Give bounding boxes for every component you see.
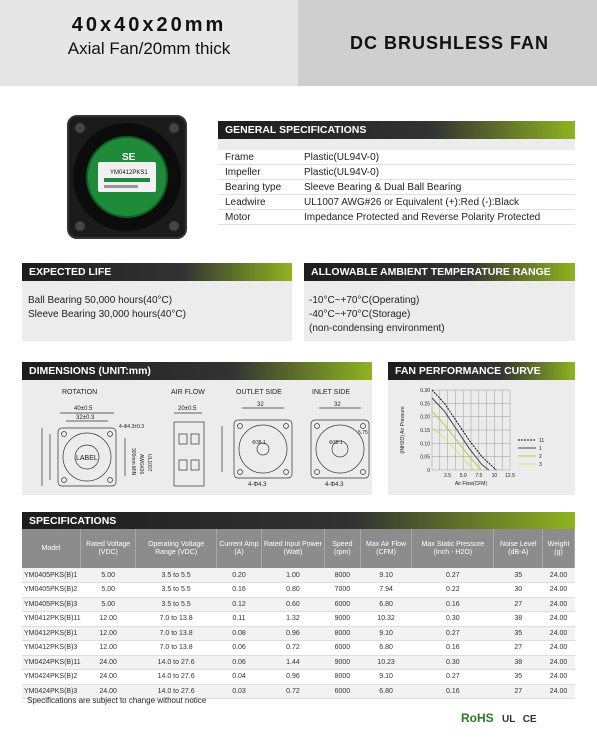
table-cell: 12.00	[81, 612, 136, 627]
dim-32: 32±0.3	[76, 415, 95, 421]
table-cell: 0.30	[412, 612, 494, 627]
performance-chart	[390, 382, 575, 492]
table-cell: 0.11	[217, 612, 262, 627]
view-rotation: ROTATION	[62, 389, 98, 396]
temp-range-header: ALLOWABLE AMBIENT TEMPERATURE RANGE	[304, 263, 575, 281]
table-cell: 6.80	[360, 684, 411, 699]
table-cell: YM0405PKS(B)1	[22, 568, 81, 583]
table-cell: 7.0 to 13.8	[136, 612, 217, 627]
table-cell: 24.00	[81, 655, 136, 670]
table-cell: 10.32	[360, 612, 411, 627]
general-specs-header: GENERAL SPECIFICATIONS	[218, 121, 575, 139]
table-cell: 24.00	[81, 670, 136, 685]
table-cell: 0.27	[412, 670, 494, 685]
size-title: 40x40x20mm	[71, 14, 227, 36]
table-cell: 24.00	[543, 684, 575, 699]
table-cell: 14.0 to 27.6	[136, 670, 217, 685]
table-cell: 35	[494, 568, 543, 583]
table-cell: 24.00	[543, 597, 575, 612]
legend-label: 11	[539, 438, 545, 444]
spec-row-leadwire: Leadwire UL1007 AWG#26 or Equivalent (+):Red (-):Black	[218, 195, 575, 210]
y-axis-label: (INH2O) Air Pressure	[400, 406, 406, 454]
table-cell: 0.12	[217, 597, 262, 612]
table-cell: 6.80	[360, 597, 411, 612]
dim-inlet-holes: 4-Φ4.3	[325, 482, 344, 488]
table-cell: 27	[494, 684, 543, 699]
table-cell: 6000	[324, 641, 360, 656]
dim-outlet-holes: 4-Φ4.3	[248, 482, 267, 488]
dim-outlet-dia: Φ38.1	[252, 440, 266, 446]
table-cell: 5.00	[81, 597, 136, 612]
series-line-3	[432, 427, 474, 470]
legend-label: 1	[539, 446, 542, 452]
header-left	[0, 0, 298, 86]
specifications-table	[22, 529, 575, 699]
spec-col-header: Weight (g)	[543, 529, 575, 568]
table-cell: 6000	[324, 684, 360, 699]
spec-row-frame: Frame Plastic(UL94V-0)	[218, 150, 575, 165]
table-cell: 24.00	[543, 641, 575, 656]
cert-logos	[461, 711, 537, 725]
temp-range-text: -10°C~+70°C(Operating) -40°C~+70°C(Storage) (non-condensing environment)	[309, 295, 445, 334]
table-cell: 5.00	[81, 568, 136, 583]
table-cell: 7.0 to 13.8	[136, 641, 217, 656]
label-text: LABEL	[76, 455, 98, 462]
y-tick-label: 0.15	[420, 428, 430, 434]
table-row	[22, 626, 575, 641]
table-cell: YM0405PKS(B)2	[22, 583, 81, 598]
specifications-header: SPECIFICATIONS	[22, 512, 575, 530]
table-cell: 0.27	[412, 568, 494, 583]
table-cell: 35	[494, 670, 543, 685]
table-cell: YM0412PKS(B)3	[22, 641, 81, 656]
table-cell: 24.00	[543, 612, 575, 627]
table-row	[22, 641, 575, 656]
rohs-icon: RoHS	[461, 711, 494, 725]
table-cell: 9.10	[360, 568, 411, 583]
table-cell: 27	[494, 597, 543, 612]
dim-outlet-32: 32	[257, 402, 264, 408]
table-cell: 0.20	[217, 568, 262, 583]
table-cell: 8000	[324, 670, 360, 685]
table-cell: 6.80	[360, 641, 411, 656]
table-cell: 0.96	[261, 626, 324, 641]
table-cell: 0.06	[217, 655, 262, 670]
spec-col-header: Max Air Flow (CFM)	[360, 529, 411, 568]
table-cell: YM0405PKS(B)3	[22, 597, 81, 612]
table-cell: 7000	[324, 583, 360, 598]
table-cell: 5.00	[81, 583, 136, 598]
table-cell: 10.23	[360, 655, 411, 670]
table-cell: 0.06	[217, 641, 262, 656]
spec-col-header: Rated Input Power (Watt)	[261, 529, 324, 568]
table-cell: 38	[494, 655, 543, 670]
subtitle: Axial Fan/20mm thick	[67, 39, 231, 58]
ce-icon: CE	[522, 714, 537, 725]
x-tick-label: 12.5	[505, 473, 515, 479]
dimension-drawings	[22, 398, 372, 493]
table-row	[22, 583, 575, 598]
table-cell: 30	[494, 583, 543, 598]
view-airflow: AIR FLOW	[171, 389, 205, 396]
table-row	[22, 568, 575, 583]
table-cell: 0.72	[261, 641, 324, 656]
fan-image	[62, 112, 192, 242]
table-row	[22, 655, 575, 670]
table-cell: 0.60	[261, 597, 324, 612]
y-tick-label: 0.30	[420, 388, 430, 394]
table-cell: 24.00	[543, 670, 575, 685]
table-cell: 3.5 to 5.5	[136, 597, 217, 612]
view-inlet: INLET SIDE	[312, 389, 350, 396]
table-cell: 0.08	[217, 626, 262, 641]
table-row	[22, 597, 575, 612]
y-tick-label: 0	[427, 468, 430, 474]
footnote: Specifications are subject to change without notice	[27, 696, 207, 705]
table-cell: YM0424PKS(B)2	[22, 670, 81, 685]
x-axis-label: Air Flow(CFM)	[454, 481, 488, 487]
table-cell: YM0412PKS(B)11	[22, 612, 81, 627]
dim-awg: AWG#26	[138, 454, 144, 475]
table-cell: 24.00	[543, 583, 575, 598]
spec-col-header: Noise Level (dB-A)	[494, 529, 543, 568]
spec-row-motor: Motor Impedance Protected and Reverse Polarity Protected	[218, 210, 575, 225]
spec-col-header: Model	[22, 529, 81, 568]
table-cell: 9000	[324, 612, 360, 627]
legend-label: 3	[539, 462, 542, 468]
dim-ul: UL1007	[146, 454, 152, 472]
dim-inlet-32: 32	[334, 402, 341, 408]
table-cell: 7.0 to 13.8	[136, 626, 217, 641]
table-cell: 1.44	[261, 655, 324, 670]
dim-inlet-575: 5.75	[358, 430, 368, 436]
y-tick-label: 0.10	[420, 441, 430, 448]
table-cell: 35	[494, 626, 543, 641]
table-cell: 12.00	[81, 626, 136, 641]
fan-brand: SE	[122, 152, 136, 163]
table-cell: 1.00	[261, 568, 324, 583]
table-cell: 0.96	[261, 670, 324, 685]
table-cell: YM0412PKS(B)1	[22, 626, 81, 641]
table-cell: 27	[494, 641, 543, 656]
expected-life-header: EXPECTED LIFE	[22, 263, 292, 281]
y-tick-label: 0.05	[420, 454, 430, 461]
series-line-2	[432, 411, 481, 470]
table-cell: 0.03	[217, 684, 262, 699]
view-outlet: OUTLET SIDE	[236, 389, 282, 396]
spec-col-header: Max Static Pressure (Inch - H2O)	[412, 529, 494, 568]
spec-row-bearing: Bearing type Sleeve Bearing & Dual Ball Bearing	[218, 180, 575, 195]
spec-col-header: Current Amp (A)	[217, 529, 262, 568]
table-cell: 14.0 to 27.6	[136, 684, 217, 699]
table-cell: 24.00	[543, 626, 575, 641]
table-cell: 8000	[324, 626, 360, 641]
table-cell: 8000	[324, 568, 360, 583]
legend-label: 2	[539, 454, 542, 460]
x-tick-label: 2.5	[444, 473, 452, 479]
table-cell: YM0424PKS(B)11	[22, 655, 81, 670]
table-cell: 0.16	[217, 583, 262, 598]
table-cell: YM0424PKS(B)3	[22, 684, 81, 699]
table-cell: 12.00	[81, 641, 136, 656]
table-cell: 0.80	[261, 583, 324, 598]
table-cell: 14.0 to 27.6	[136, 655, 217, 670]
table-cell: 0.16	[412, 684, 494, 699]
table-row	[22, 670, 575, 685]
table-cell: 0.30	[412, 655, 494, 670]
dimensions-header: DIMENSIONS (UNIT:mm)	[22, 362, 372, 380]
category-title: DC BRUSHLESS FAN	[350, 33, 550, 53]
table-cell: 9.10	[360, 626, 411, 641]
x-tick-label: 5.0	[459, 473, 467, 479]
table-cell: 0.16	[412, 641, 494, 656]
table-cell: 0.04	[217, 670, 262, 685]
spec-col-header: Rated Voltage (VDC)	[81, 529, 136, 568]
dim-40: 40±0.5	[74, 406, 93, 412]
table-row	[22, 612, 575, 627]
ul-icon: UL	[502, 714, 516, 725]
table-cell: 9000	[324, 655, 360, 670]
table-cell: 6000	[324, 597, 360, 612]
table-cell: 9.10	[360, 670, 411, 685]
dim-inlet-dia: Φ38.1	[329, 440, 343, 446]
table-cell: 1.32	[261, 612, 324, 627]
header-right	[298, 0, 597, 86]
table-cell: 0.22	[412, 583, 494, 598]
fan-model: YM0412PKS1	[110, 170, 148, 176]
dim-wire-length: 300mm MIN	[130, 448, 136, 476]
table-cell: 3.5 to 5.5	[136, 568, 217, 583]
general-specs-table	[218, 150, 575, 225]
x-tick-label: 7.5	[475, 473, 483, 479]
table-cell: 0.16	[412, 597, 494, 612]
dim-20: 20±0.5	[178, 406, 197, 412]
x-tick-label: 10	[491, 473, 498, 479]
spec-row-impeller: Impeller Plastic(UL94V-0)	[218, 165, 575, 180]
performance-header: FAN PERFORMANCE CURVE	[388, 362, 575, 380]
y-tick-label: 0.25	[420, 401, 430, 408]
table-cell: 38	[494, 612, 543, 627]
table-cell: 24.00	[543, 655, 575, 670]
spec-col-header: Operating Voltage Range (VDC)	[136, 529, 217, 568]
spec-col-header: Speed (rpm)	[324, 529, 360, 568]
table-cell: 24.00	[81, 684, 136, 699]
table-cell: 24.00	[543, 568, 575, 583]
expected-life-text: Ball Bearing 50,000 hours(40°C) Sleeve Bearing 30,000 hours(40°C)	[28, 295, 186, 320]
y-tick-label: 0.20	[420, 414, 430, 421]
table-cell: 0.72	[261, 684, 324, 699]
table-cell: 0.27	[412, 626, 494, 641]
table-cell: 3.5 to 5.5	[136, 583, 217, 598]
table-cell: 7.94	[360, 583, 411, 598]
dim-hole-spec: 4-Φ4.3±0.3	[119, 424, 145, 430]
